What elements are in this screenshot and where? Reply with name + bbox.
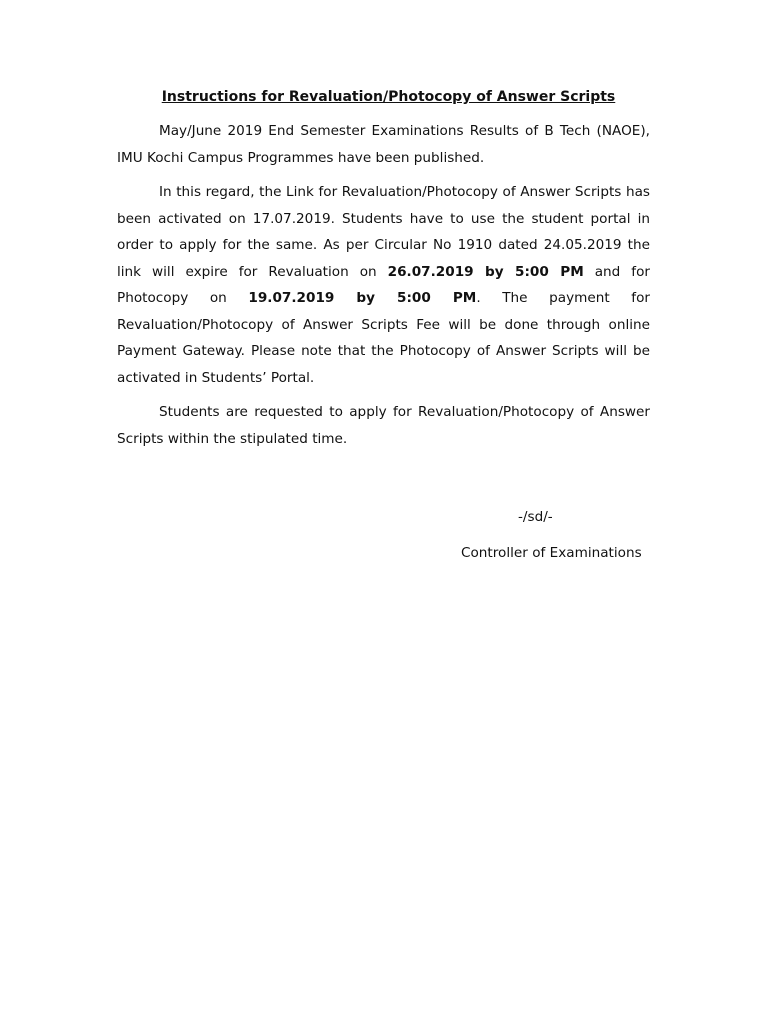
results-published-paragraph: May/June 2019 End Semester Examinations Results of B Tech (NAOE), IMU Kochi Campus Programmes have been published.	[117, 123, 650, 166]
signature-mark: -/sd/-	[518, 509, 553, 525]
revaluation-link-paragraph	[117, 179, 650, 391]
paragraph-text: . The payment for Revaluation/Photocopy of Answer Scripts Fee will be done through online Payment Gateway. Please note that the Photocopy of Answer Scripts will be activated in Students’ Portal.	[117, 290, 650, 386]
document-title: Instructions for Revaluation/Photocopy of Answer Scripts	[161, 89, 616, 105]
paragraph-text: In this regard, the Link for Revaluation/Photocopy of Answer Scripts has been activated on 17.07.2019. Students have to use the student portal in order to apply for the same. As per Circular No 1910 dated 24.05.2019 the link will expire for Revaluation on	[117, 184, 650, 280]
revaluation-deadline: 26.07.2019 by 5:00 PM	[387, 263, 584, 280]
photocopy-deadline: 19.07.2019 by 5:00 PM	[248, 290, 477, 306]
request-paragraph: Students are requested to apply for Revaluation/Photocopy of Answer Scripts within the stipulated time.	[117, 404, 650, 447]
paragraph-text: and for Photocopy on	[117, 263, 650, 306]
document-body	[117, 84, 650, 460]
signatory-role: Controller of Examinations	[461, 545, 642, 561]
